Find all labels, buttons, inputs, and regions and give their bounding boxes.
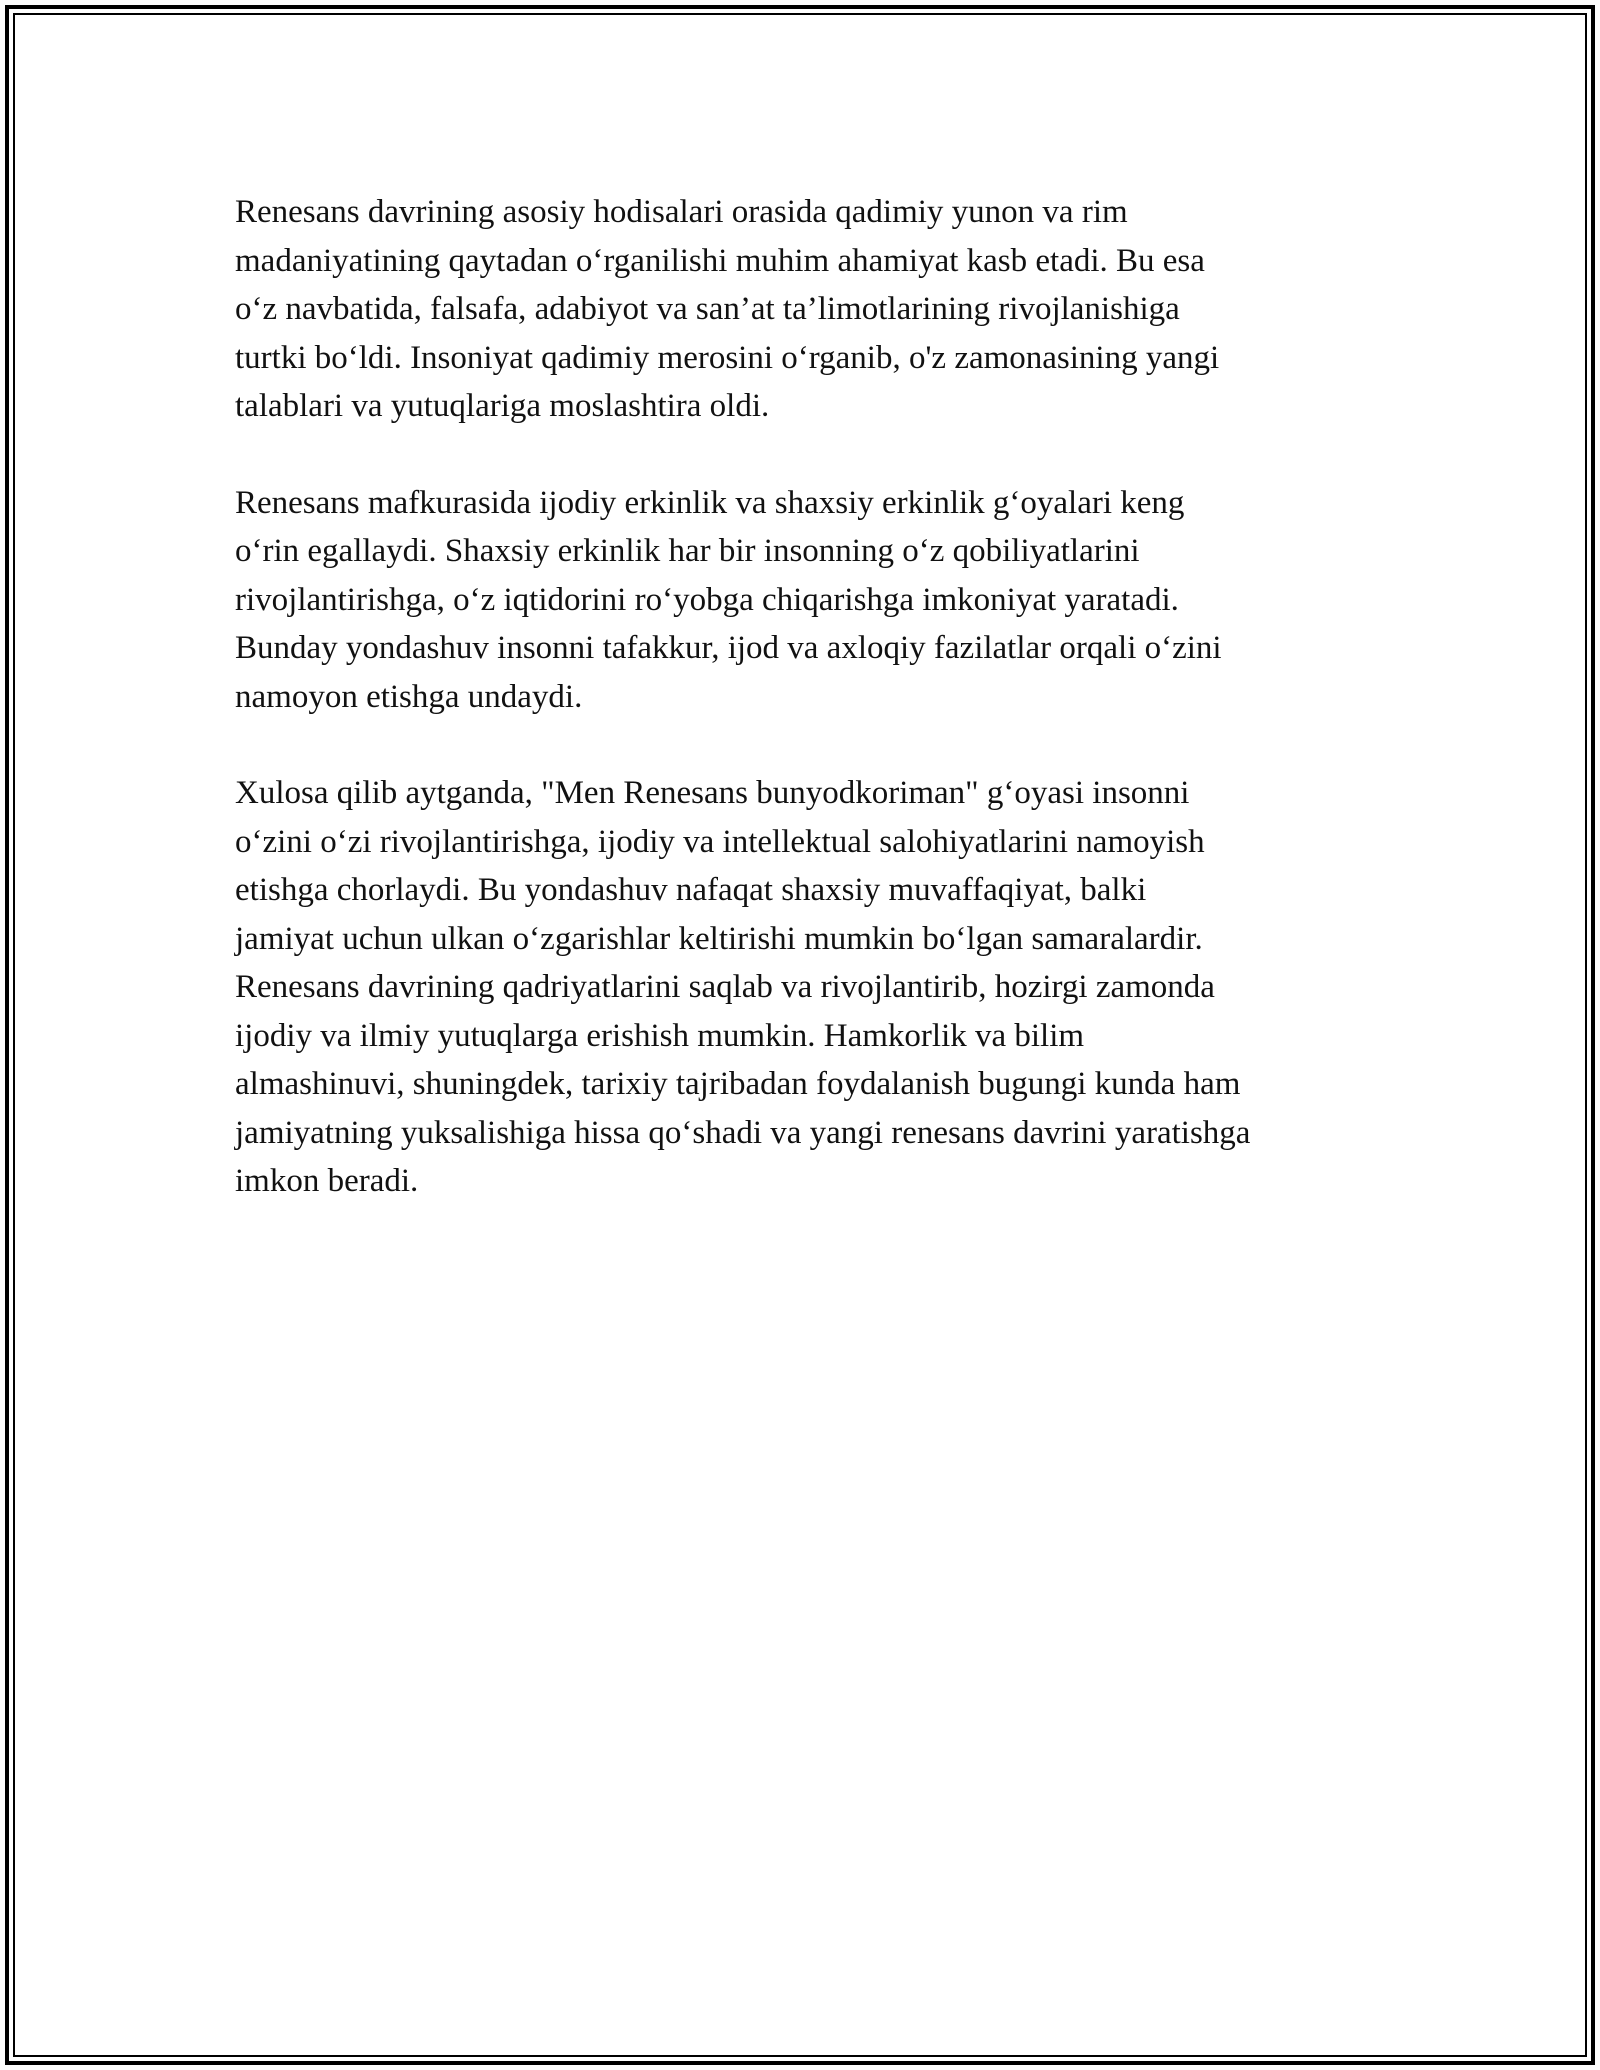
text-line: jamiyat uchun ulkan o‘zgarishlar keltirishi mumkin bo‘lgan samaralardir. — [235, 920, 1203, 957]
text-line: Bunday yondashuv insonni tafakkur, ijod va axloqiy fazilatlar orqali o‘zini — [235, 630, 1222, 666]
text-line: madaniyatining qaytadan o‘rganilishi muhim ahamiyat kasb etadi. Bu esa — [235, 242, 1205, 279]
text-line: ijodiy va ilmiy yutuqlarga erishish mumkin. Hamkorlik va bilim — [235, 1017, 1085, 1054]
text-line: Renesans mafkurasida ijodiy erkinlik va shaxsiy erkinlik g‘oyalari keng — [235, 484, 1185, 521]
paragraph-3 — [235, 769, 1375, 1206]
text-line: namoyon etishga undaydi. — [235, 678, 583, 715]
text-line: almashinuvi, shuningdek, tarixiy tajribadan foydalanish bugungi kunda ham — [235, 1066, 1241, 1102]
text-line: talablari va yutuqlariga moslashtira oldi. — [235, 388, 770, 424]
text-line: o‘rin egallaydi. Shaxsiy erkinlik har bir insonning o‘z qobiliyatlarini — [235, 533, 1140, 569]
document-body — [235, 188, 1375, 1254]
paragraph-2 — [235, 479, 1375, 722]
text-line: o‘z navbatida, falsafa, adabiyot va san’at ta’limotlarining rivojlanishiga — [235, 291, 1180, 327]
text-line: o‘zini o‘zi rivojlantirishga, ijodiy va intellektual salohiyatlarini namoyish — [235, 823, 1205, 860]
text-line: Renesans davrining asosiy hodisalari orasida qadimiy yunon va rim — [235, 194, 1128, 230]
text-line: jamiyatning yuksalishiga hissa qo‘shadi va yangi renesans davrini yaratishga — [235, 1114, 1251, 1151]
text-line: Xulosa qilib aytganda, "Men Renesans bunyodkoriman" g‘oyasi insonni — [235, 775, 1190, 811]
text-line: etishga chorlaydi. Bu yondashuv nafaqat shaxsiy muvaffaqiyat, balki — [235, 872, 1147, 908]
text-line: Renesans davrining qadriyatlarini saqlab va rivojlantirib, hozirgi zamonda — [235, 969, 1215, 1005]
paragraph-1 — [235, 188, 1375, 431]
text-line: imkon beradi. — [235, 1163, 419, 1199]
text-line: rivojlantirishga, o‘z iqtidorini ro‘yobga chiqarishga imkoniyat yaratadi. — [235, 581, 1179, 618]
text-line: turtki bo‘ldi. Insoniyat qadimiy merosini o‘rganib, o'z zamonasining yangi — [235, 339, 1220, 376]
